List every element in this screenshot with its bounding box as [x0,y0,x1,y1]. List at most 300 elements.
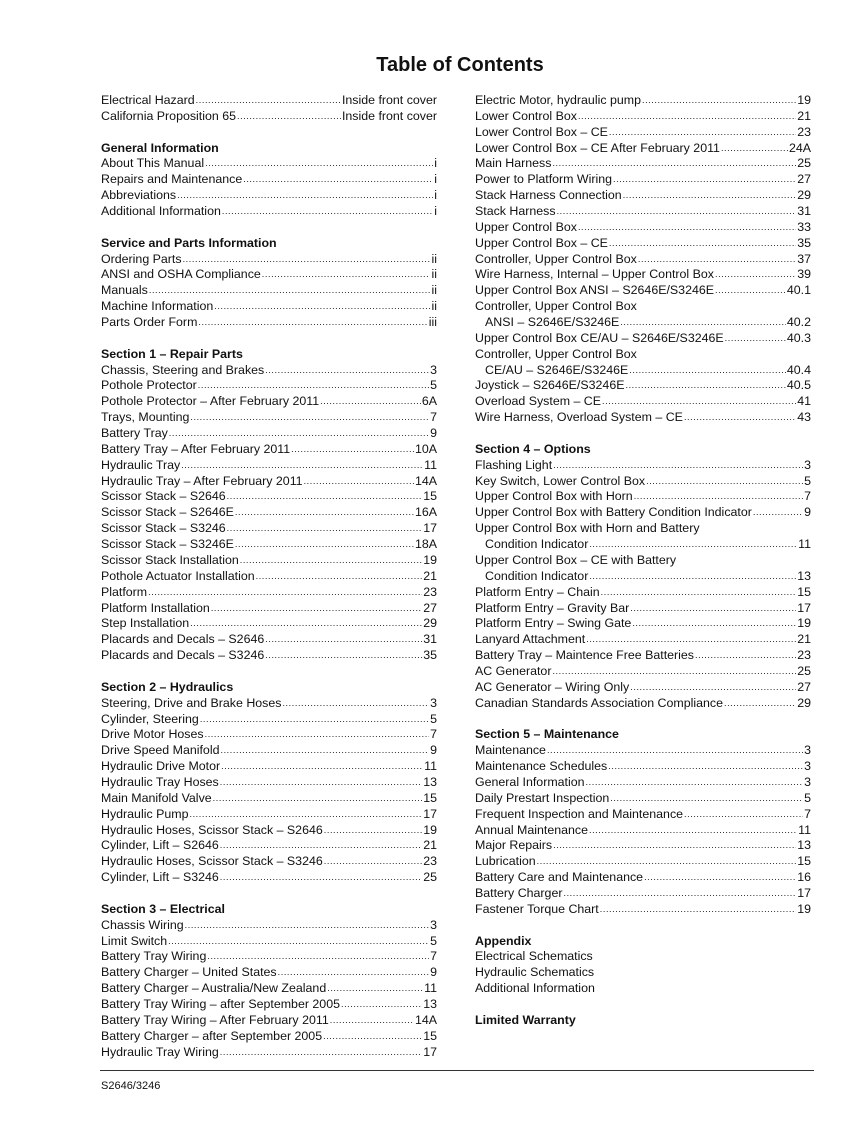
toc-entry-continuation[interactable] [475,537,811,553]
toc-entry[interactable] [475,489,811,505]
toc-entry-label: Scissor Stack Installation [101,552,239,567]
toc-entry[interactable] [475,965,811,981]
toc-entry[interactable] [101,156,437,172]
dot-leader [200,712,429,728]
toc-right-column [475,93,811,1029]
toc-entry-label: Steering, Drive and Brake Hoses [101,695,282,710]
toc-entry[interactable] [101,410,437,426]
dot-leader [185,918,429,934]
toc-entry-page: i [434,188,437,203]
toc-entry[interactable] [101,553,437,569]
dot-leader [237,109,341,125]
toc-entry[interactable] [475,823,811,839]
toc-entry[interactable] [475,854,811,870]
toc-entry[interactable] [101,569,437,585]
dot-leader [262,267,431,283]
toc-entry-page: 3 [804,457,811,472]
toc-entry[interactable] [475,172,811,188]
dot-leader [629,363,786,379]
toc-entry-continuation[interactable] [475,315,811,331]
toc-entry[interactable] [101,727,437,743]
spacer [475,918,811,934]
spacer [475,712,811,728]
toc-entry-label: Hydraulic Tray [101,457,181,472]
toc-entry[interactable] [101,918,437,934]
dot-leader [265,632,422,648]
toc-entry[interactable] [475,696,811,712]
toc-entry-label: Battery Care and Maintenance [475,870,644,885]
toc-entry[interactable] [101,315,437,331]
section-heading: Section 2 – Hydraulics [101,679,234,694]
toc-entry-page: 9 [804,505,811,520]
dot-leader [610,791,803,807]
dot-leader [578,220,796,236]
toc-entry-page: 17 [797,600,811,615]
section-heading: Section 1 – Repair Parts [101,346,243,361]
toc-entry[interactable] [475,870,811,886]
toc-entry-label: Maintenance [475,743,546,758]
toc-entry-label: Pothole Protector – After February 2011 [101,394,320,409]
toc-entry[interactable] [475,347,811,363]
toc-entry-page: 23 [797,124,811,139]
toc-entry[interactable] [475,775,811,791]
toc-entry-label: Battery Tray – After February 2011 [101,441,291,456]
toc-entry[interactable] [475,394,811,410]
toc-entry-page: 10A [414,441,437,456]
section-heading: General Information [101,140,219,155]
toc-entry-label: Electrical Schematics [475,949,593,964]
toc-entry-page: 23 [423,854,437,869]
toc-entry-label: AC Generator [475,663,552,678]
toc-entry-label: Hydraulic Pump [101,806,189,821]
toc-entry-page: 40.3 [786,330,811,345]
dot-leader [220,743,429,759]
toc-entry-page: 11 [798,822,811,837]
toc-entry[interactable] [101,585,437,601]
toc-entry-page: ii [431,267,437,282]
toc-entry-label: Battery Tray Wiring – after September 2005 [101,996,340,1011]
toc-entry-label: Chassis, Steering and Brakes [101,362,265,377]
toc-entry[interactable] [475,743,811,759]
toc-entry-label: Hydraulic Drive Motor [101,759,221,774]
dot-leader [632,616,796,632]
toc-entry[interactable] [475,601,811,617]
toc-entry[interactable] [475,410,811,426]
toc-entry-label: Overload System – CE [475,394,602,409]
toc-entry[interactable] [475,252,811,268]
toc-entry-page: 11 [424,457,437,472]
dot-leader [725,331,786,347]
toc-entry[interactable] [101,981,437,997]
toc-entry-label: Controller, Upper Control Box [475,251,637,266]
toc-entry-page: 15 [797,854,811,869]
toc-entry[interactable] [475,981,811,997]
toc-entry-page: 43 [797,410,811,425]
toc-entry-label: Key Switch, Lower Control Box [475,473,646,488]
toc-entry[interactable] [101,283,437,299]
dot-leader [324,854,422,870]
toc-entry-label: Frequent Inspection and Maintenance [475,806,684,821]
toc-entry[interactable] [475,93,811,109]
toc-entry-label: Upper Control Box – CE with Battery [475,552,677,567]
toc-entry[interactable] [101,648,437,664]
dot-leader [235,505,414,521]
spacer [101,220,437,236]
toc-entry[interactable] [101,712,437,728]
dot-leader [563,886,796,902]
toc-entry[interactable] [475,553,811,569]
toc-entry-page: 3 [430,917,437,932]
dot-leader [320,394,421,410]
toc-entry[interactable] [101,363,437,379]
dot-leader [211,601,422,617]
toc-entry-page: 19 [797,901,811,916]
toc-entry-page: 3 [430,362,437,377]
toc-entry-label: Platform Entry – Gravity Bar [475,600,630,615]
toc-entry-page: 29 [797,695,811,710]
dot-leader [148,585,422,601]
toc-entry[interactable] [475,141,811,157]
dot-leader [684,410,796,426]
toc-entry[interactable] [101,743,437,759]
dot-leader [625,378,785,394]
dot-leader [646,474,803,490]
footer-divider [100,1070,814,1071]
toc-entry-label: Upper Control Box [475,219,577,234]
toc-entry-page: 40.5 [786,378,811,393]
dot-leader [684,807,803,823]
toc-entry-label: Pothole Protector [101,378,197,393]
toc-entry-page: 19 [423,552,437,567]
toc-entry-label: Scissor Stack – S2646 [101,489,226,504]
toc-entry-label: Platform Installation [101,600,210,615]
toc-entry-label: Cylinder, Lift – S3246 [101,870,219,885]
toc-entry[interactable] [475,680,811,696]
toc-entry-continuation[interactable] [475,363,811,379]
dot-leader [220,838,422,854]
toc-entry[interactable] [101,109,437,125]
toc-entry-label: Flashing Light [475,457,553,472]
toc-entry[interactable] [475,807,811,823]
toc-entry[interactable] [475,886,811,902]
page-title: Table of Contents [376,54,544,76]
toc-entry[interactable] [101,601,437,617]
toc-entry-page: 5 [804,473,811,488]
dot-leader [537,854,797,870]
toc-entry[interactable] [101,521,437,537]
toc-entry-continuation[interactable] [475,569,811,585]
toc-entry-label: Upper Control Box CE/AU – S2646E/S3246E [475,330,724,345]
dot-leader [169,426,429,442]
toc-entry[interactable] [101,537,437,553]
dot-leader [323,1029,422,1045]
dot-leader [207,949,429,965]
toc-entry[interactable] [101,854,437,870]
toc-entry[interactable] [101,188,437,204]
toc-entry-page: ii [431,283,437,298]
toc-entry[interactable] [101,696,437,712]
toc-entry-page: 15 [423,1028,437,1043]
toc-entry[interactable] [101,299,437,315]
toc-entry-page: 7 [430,949,437,964]
toc-entry-page: 25 [423,870,437,885]
toc-entry[interactable] [101,505,437,521]
toc-entry-page: 35 [423,648,437,663]
dot-leader [222,204,433,220]
toc-entry-label: Main Manifold Valve [101,790,212,805]
toc-entry[interactable] [101,965,437,981]
toc-entry[interactable] [101,252,437,268]
toc-entry-label: Electrical Hazard [101,93,195,107]
dot-leader [620,315,786,331]
toc-entry[interactable] [101,172,437,188]
toc-entry[interactable] [475,838,811,854]
toc-entry-label: Battery Tray [101,426,168,441]
toc-entry[interactable] [101,93,437,109]
toc-entry-label: ANSI – S2646E/S3246E [485,315,620,330]
toc-entry[interactable] [475,521,811,537]
toc-entry[interactable] [475,267,811,283]
toc-entry-label: Lanyard Attachment [475,632,586,647]
toc-entry-label: Lower Control Box – CE After February 2011 [475,140,720,155]
toc-entry[interactable] [101,442,437,458]
dot-leader [304,474,414,490]
toc-entry-page: Inside front cover [341,108,437,123]
toc-entry-label: Condition Indicator [485,568,589,583]
dot-leader [715,283,786,299]
dot-leader [589,569,796,585]
toc-entry-page: 40.1 [786,283,811,298]
dot-leader [552,156,796,172]
toc-entry-label: Battery Tray Wiring [101,949,207,964]
toc-entry[interactable] [101,474,437,490]
toc-entry-page: 5 [430,378,437,393]
spacer [101,664,437,680]
toc-entry[interactable] [475,378,811,394]
toc-entry-label: Scissor Stack – S3246E [101,537,234,552]
toc-entry-page: 14A [414,1012,437,1027]
toc-entry[interactable] [475,616,811,632]
toc-entry-page: 29 [423,616,437,631]
dot-leader [240,553,422,569]
toc-entry-label: Stack Harness Connection [475,188,622,203]
toc-entry[interactable] [475,949,811,965]
toc-entry[interactable] [475,188,811,204]
dot-leader [330,1013,414,1029]
toc-entry[interactable] [475,505,811,521]
toc-entry-label: Canadian Standards Association Compliance [475,695,723,710]
dot-leader [715,267,796,283]
toc-entry[interactable] [475,299,811,315]
toc-entry-label: Scissor Stack – S2646E [101,505,234,520]
toc-entry[interactable] [475,759,811,775]
dot-leader [205,727,430,743]
dot-leader [547,743,803,759]
toc-entry-label: Step Installation [101,616,190,631]
dot-leader [149,283,431,299]
toc-entry-label: Additional Information [475,981,595,996]
dot-leader [578,109,796,125]
dot-leader [278,965,429,981]
toc-entry-page: 14A [414,473,437,488]
dot-leader [609,236,796,252]
toc-entry-page: 18A [414,537,437,552]
toc-entry[interactable] [475,474,811,490]
toc-entry[interactable] [101,616,437,632]
toc-entry-page: 11 [798,537,811,552]
toc-entry-page: 19 [423,822,437,837]
dot-leader [695,648,796,664]
dot-leader [557,204,797,220]
toc-entry-page: 9 [430,965,437,980]
toc-entry-label: Stack Harness [475,204,556,219]
toc-entry[interactable] [101,267,437,283]
toc-entry-page: i [434,156,437,171]
toc-entry[interactable] [475,648,811,664]
toc-entry[interactable] [101,458,437,474]
toc-entry-page: 13 [797,838,811,853]
dot-leader [552,664,796,680]
toc-entry[interactable] [475,220,811,236]
toc-entry[interactable] [101,838,437,854]
toc-entry[interactable] [475,664,811,680]
toc-entry[interactable] [101,759,437,775]
toc-entry[interactable] [475,156,811,172]
toc-entry-page: 17 [797,885,811,900]
toc-entry-label: Battery Tray Wiring – After February 2011 [101,1012,329,1027]
toc-entry[interactable] [101,823,437,839]
toc-entry-page: 3 [804,759,811,774]
section-heading: Section 5 – Maintenance [475,727,619,742]
toc-entry[interactable] [475,125,811,141]
dot-leader [553,458,803,474]
toc-entry-page: 37 [797,251,811,266]
toc-entry[interactable] [101,489,437,505]
dot-leader [721,141,788,157]
dot-leader [189,807,422,823]
toc-entry-label: Lubrication [475,854,536,869]
dot-leader [282,696,429,712]
dot-leader [198,315,427,331]
toc-entry-label: Controller, Upper Control Box [475,346,637,361]
toc-entry[interactable] [101,1045,437,1061]
toc-entry[interactable] [101,394,437,410]
toc-entry-page: ii [431,251,437,266]
toc-entry-label: Upper Control Box with Horn [475,489,633,504]
toc-entry-label: Upper Control Box – CE [475,235,608,250]
toc-entry[interactable] [101,807,437,823]
toc-entry-page: 13 [797,568,811,583]
toc-entry[interactable] [101,775,437,791]
dot-leader [602,394,796,410]
toc-entry-label: Upper Control Box with Battery Condition Indicator [475,505,752,520]
toc-entry-page: 6A [421,394,437,409]
toc-entry-page: 29 [797,188,811,203]
dot-leader [196,93,341,109]
toc-entry[interactable] [101,870,437,886]
toc-entry-page: 21 [797,108,811,123]
dot-leader [181,458,423,474]
toc-entry-page: 27 [797,172,811,187]
dot-leader [623,188,797,204]
toc-entry-label: Maintenance Schedules [475,759,608,774]
toc-entry[interactable] [101,1029,437,1045]
dot-leader [608,759,803,775]
toc-entry-page: 7 [804,489,811,504]
toc-entry[interactable] [101,997,437,1013]
toc-entry[interactable] [475,458,811,474]
toc-entry-page: 24A [788,140,811,155]
dot-leader [630,680,796,696]
toc-entry-label: Hydraulic Hoses, Scissor Stack – S2646 [101,822,323,837]
toc-entry[interactable] [475,283,811,299]
toc-entry-label: About This Manual [101,156,205,171]
toc-entry-page: 7 [430,410,437,425]
toc-entry-page: 31 [423,632,437,647]
toc-entry-page: 35 [797,235,811,250]
dot-leader [324,823,422,839]
toc-entry-page: 7 [430,727,437,742]
toc-entry[interactable] [101,949,437,965]
dot-leader [291,442,414,458]
toc-entry[interactable] [101,204,437,220]
toc-entry[interactable] [101,934,437,950]
section-heading: Section 4 – Options [475,441,591,456]
toc-entry[interactable] [475,902,811,918]
toc-entry[interactable] [101,426,437,442]
dot-leader [227,521,423,537]
toc-entry-label: Pothole Actuator Installation [101,568,255,583]
toc-entry[interactable] [475,585,811,601]
toc-entry[interactable] [475,109,811,125]
toc-entry[interactable] [475,791,811,807]
toc-entry[interactable] [101,791,437,807]
toc-entry-label: Placards and Decals – S3246 [101,648,265,663]
toc-entry-page: 21 [423,838,437,853]
dot-leader [609,125,796,141]
toc-entry[interactable] [475,331,811,347]
dot-leader [265,363,429,379]
dot-leader [198,378,429,394]
toc-entry[interactable] [101,632,437,648]
toc-entry-page: 17 [423,1044,437,1059]
toc-entry[interactable] [475,632,811,648]
toc-entry-label: General Information [475,774,585,789]
toc-entry-page: 3 [804,743,811,758]
dot-leader [227,489,423,505]
dot-leader [190,616,422,632]
toc-entry-page: 41 [797,394,811,409]
toc-entry[interactable] [101,1013,437,1029]
toc-entry-page: 19 [797,93,811,107]
spacer [101,886,437,902]
toc-entry-page: i [434,172,437,187]
toc-entry-label: Wire Harness, Internal – Upper Control Box [475,267,714,282]
toc-entry-label: Power to Platform Wiring [475,172,613,187]
toc-entry-label: Controller, Upper Control Box [475,299,637,314]
toc-entry[interactable] [475,236,811,252]
toc-entry[interactable] [475,204,811,220]
dot-leader [220,870,422,886]
toc-entry[interactable] [101,378,437,394]
toc-entry-label: Hydraulic Tray – After February 2011 [101,473,303,488]
toc-entry-label: Daily Prestart Inspection [475,790,610,805]
toc-entry-label: Electric Motor, hydraulic pump [475,93,641,107]
toc-entry-page: 17 [423,806,437,821]
toc-entry-page: 15 [423,489,437,504]
toc-entry-label: Platform Entry – Chain [475,584,600,599]
toc-entry-page: 25 [797,156,811,171]
